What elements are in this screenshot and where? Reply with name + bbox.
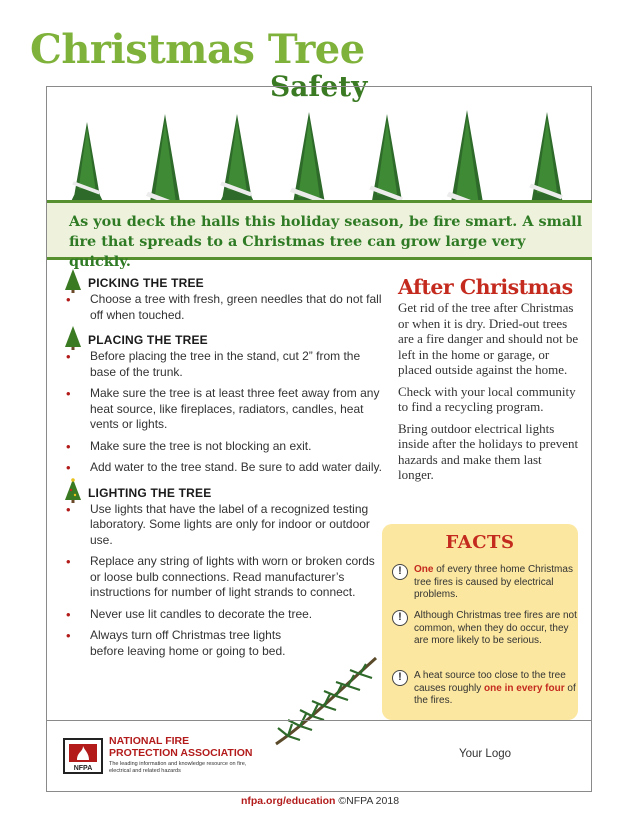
org-tagline: The leading information and knowledge resource on fire, electrical and related hazards [109, 761, 247, 774]
list-item: • Use lights that have the label of a recognized testing laboratory. Some lights are only for indoor or outdoor use. [62, 502, 382, 549]
facts-box [382, 524, 578, 720]
title-main: Christmas Tree [30, 26, 365, 73]
intro-banner [47, 200, 592, 270]
after-christmas-column [398, 274, 580, 489]
nfpa-logo-text: NFPA [73, 765, 93, 772]
tips-column [62, 274, 382, 667]
christmas-trees-illustration [47, 62, 592, 202]
after-christmas-title: After Christmas [398, 275, 573, 299]
section-picking [62, 274, 382, 323]
org-name-line1: NATIONAL FIRE [109, 735, 190, 747]
your-logo-placeholder: Your Logo [459, 748, 512, 760]
tree [58, 122, 117, 202]
list-item: • Never use lit candles to decorate the tree. [62, 607, 382, 623]
org-name-line2: PROTECTION ASSOCIATION [109, 747, 253, 759]
trees-svg [47, 62, 592, 202]
after-paragraph: Bring outdoor electrical lights inside after the holidays to prevent hazards and make them last longer. [398, 420, 579, 482]
tree [427, 110, 508, 202]
tree-icon [62, 325, 84, 351]
list-item: • Make sure the tree is not blocking an exit. [62, 439, 382, 455]
tree [203, 114, 270, 202]
tree [352, 114, 423, 202]
after-paragraph: Check with your local community to find a recycling program. [398, 383, 576, 414]
tree [512, 112, 583, 202]
section-title: PLACING THE TREE [88, 333, 208, 347]
fact-text: Although Christmas tree fires are not common, when they do occur, they are more likely to be serious. [414, 610, 577, 646]
education-link[interactable]: nfpa.org/education [240, 795, 336, 807]
after-paragraph: Get rid of the tree after Christmas or when it is dry. Dried-out trees are a fire danger and should not be left in the home or garage, or placed outside against the home. [398, 300, 579, 377]
section-title: PICKING THE TREE [88, 276, 204, 290]
exclamation-icon: ! [392, 610, 408, 626]
list-item: • Choose a tree with fresh, green needles that do not fall off when touched. [62, 292, 382, 323]
copyright: ©NFPA 2018 [338, 795, 400, 807]
facts-title: FACTS [445, 532, 515, 553]
exclamation-icon: ! [392, 564, 408, 580]
section-lighting [62, 484, 382, 660]
fact-text: A heat source too close to the tree causes roughly one in every four of the fires. [414, 670, 576, 706]
footer-url [0, 795, 640, 807]
tree [271, 112, 347, 202]
exclamation-icon: ! [392, 670, 408, 686]
section-title: LIGHTING THE TREE [88, 485, 212, 500]
list-item: • Add water to the tree stand. Be sure to add water daily. [62, 460, 382, 476]
footer [47, 720, 592, 791]
tree [127, 114, 203, 202]
banner-text: As you deck the halls this holiday season, be fire smart. A small fire that spreads to a Christmas tree can grow large very quickly. [69, 213, 583, 270]
title-sub: Safety [270, 70, 368, 103]
decorated-tree-icon [62, 478, 84, 504]
list-item: • Always turn off Christmas tree lights before leaving home or going to bed. [62, 628, 292, 659]
section-placing [62, 331, 382, 476]
nfpa-logo [63, 738, 103, 774]
tree-icon [62, 268, 84, 294]
fact-text: One of every three home Christmas tree fires is caused by electrical problems. [414, 564, 573, 600]
list-item: • Replace any string of lights with worn or broken cords or loose bulb connections. Read manufacturer’s instructions for number of light strands to connect. [62, 554, 382, 601]
list-item: • Make sure the tree is at least three feet away from any heat source, like fireplaces, radiators, candles, heat vents or lights. [62, 386, 382, 433]
list-item: • Before placing the tree in the stand, cut 2” from the base of the trunk. [62, 349, 382, 380]
